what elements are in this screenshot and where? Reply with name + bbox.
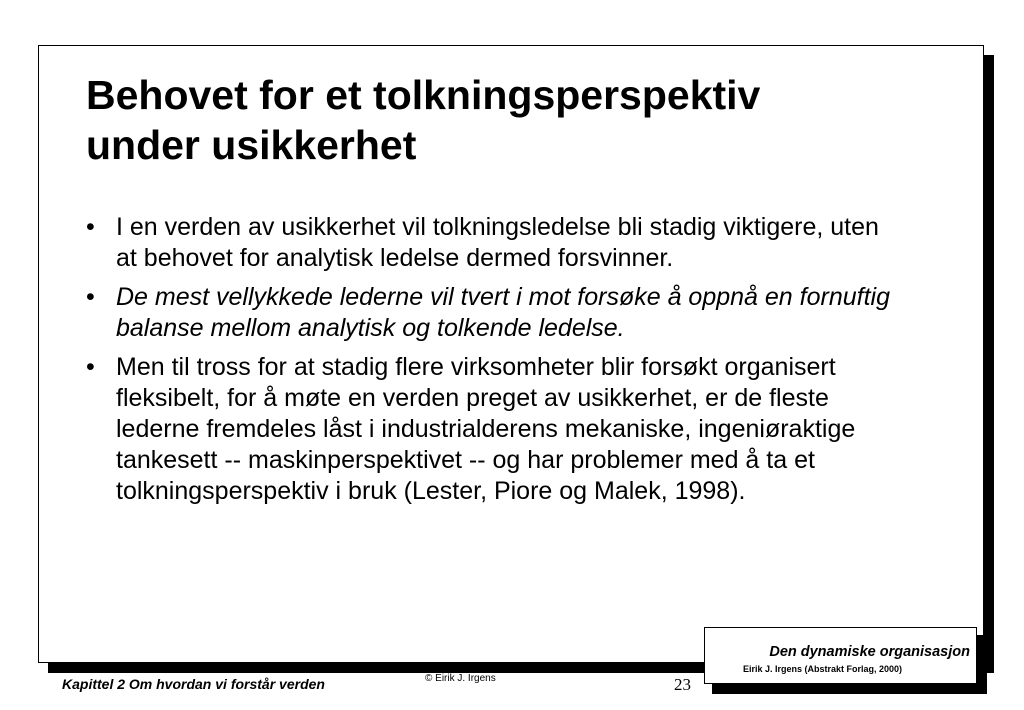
slide-title [86,70,946,170]
footer-copyright: © Eirik J. Irgens [425,673,496,684]
bullet-item-2 [86,282,906,344]
book-box [704,627,977,684]
bullet-marker: • [86,283,95,311]
slide-title-line-2: under usikkerhet [86,122,417,168]
footer-chapter: Kapittel 2 Om hvordan vi forstår verden [62,676,325,692]
bullet-text: Men til tross for at stadig flere virksomheter blir forsøkt organisert fleksibelt, for å møte en verden preget av usikkerhet, er de fleste lederne fremdeles låst i industrialderens mekaniske, ingeniøraktige tankesett -- maskinperspektivet -- og har problemer med å ta et tolkningsperspektiv i bruk (Lester, Piore og Malek, 1998). [116,353,856,505]
book-title: Den dynamiske organisasjon [769,644,970,660]
bullet-marker: • [86,213,95,241]
bullet-list [86,212,906,515]
book-subtitle: Eirik J. Irgens (Abstrakt Forlag, 2000) [743,664,903,674]
bullet-marker: • [86,353,95,381]
bullet-text: I en verden av usikkerhet vil tolkningsledelse bli stadig viktigere, uten at behovet for analytisk ledelse dermed forsvinner. [116,213,879,272]
bullet-text: De mest vellykkede lederne vil tvert i mot forsøke å oppnå en fornuftig balanse mellom analytisk og tolkende ledelse. [116,283,890,342]
bullet-item-1 [86,212,906,274]
page-number: 23 [674,675,691,694]
slide-title-line-1: Behovet for et tolkningsperspektiv [86,72,761,118]
bullet-item-3 [86,352,906,507]
